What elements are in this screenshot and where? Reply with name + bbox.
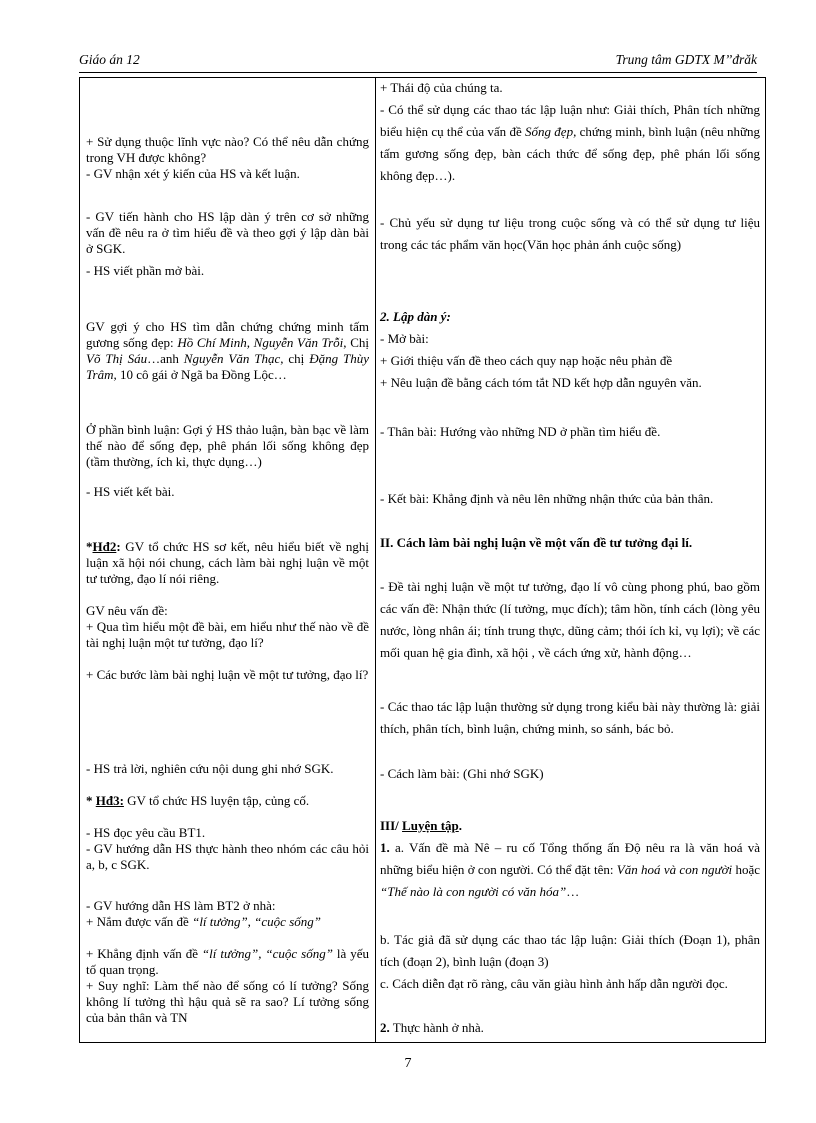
right-paragraph-3: - Chủ yếu sử dụng tư liệu trong cuộc sống và có thể sử dụng tư liệu trong các tác phẩm văn học(Văn học phản ánh cuộc sống) [380, 215, 760, 252]
left-paragraph-5: GV gợi ý cho HS tìm dẫn chứng chứng minh tấm gương sống đẹp: Hồ Chí Minh, Nguyễn Văn Trỗi, Chị Võ Thị Sáu…anh Nguyễn Văn Thạc, chị Đặng Thùy Trâm, 10 cô gái ở Ngã ba Đồng Lộc… [86, 319, 369, 382]
left-paragraph-6: Ở phần bình luận: Gợi ý HS thảo luận, bàn bạc về làm thế nào để sống đẹp, phê phán lối sống không đẹp (tầm thường, ích kỉ, thực dụng…) [86, 422, 369, 469]
left-paragraph-1: + Sử dụng thuộc lĩnh vực nào? Có thể nêu dẫn chứng trong VH được không? [86, 134, 369, 165]
left-paragraph-15: - GV hướng dẫn HS thực hành theo nhóm các câu hỏi a, b, c SGK. [86, 841, 369, 872]
right-paragraph-7: + Nêu luận đề bằng cách tóm tắt ND kết hợp dẫn nguyên văn. [380, 375, 702, 390]
header-left-text: Giáo án 12 [79, 52, 140, 67]
left-paragraph-3: - GV tiến hành cho HS lập dàn ý trên cơ sở những vấn đề nêu ra ở tìm hiểu đề và theo gợi ý lập dàn bài ở SGK. [86, 209, 369, 256]
right-paragraph-13: - Cách làm bài: (Ghi nhớ SGK) [380, 766, 544, 781]
section-heading-iii: III/ Luyện tập. [380, 818, 463, 833]
left-paragraph-4: - HS viết phần mở bài. [86, 263, 205, 278]
column-divider [375, 78, 376, 1042]
header-right-text: Trung tâm GDTX M’’đrăk [615, 52, 757, 67]
right-paragraph-18: 2. Thực hành ở nhà. [380, 1020, 484, 1035]
right-paragraph-16: b. Tác giả đã sử dụng các thao tác lập luận: Giải thích (Đoạn 1), phân tích (đoạn 2), bình luận (đoạn 3) [380, 932, 760, 969]
left-paragraph-12: - HS trả lời, nghiên cứu nội dung ghi nhớ SGK. [86, 761, 334, 776]
left-paragraph-13: * Hđ3: GV tổ chức HS luyện tập, củng cố. [86, 793, 310, 808]
left-paragraph-2: - GV nhận xét ý kiến của HS và kết luận. [86, 166, 300, 181]
right-paragraph-9: - Kết bài: Khẳng định và nêu lên những nhận thức của bản thân. [380, 491, 714, 506]
right-paragraph-5: - Mở bài: [380, 331, 429, 346]
left-paragraph-17: + Nắm được vấn đề “lí tưởng”, “cuộc sống” [86, 914, 321, 929]
section-heading-outline: 2. Lập dàn ý: [380, 309, 451, 324]
right-paragraph-1: + Thái độ của chúng ta. [380, 80, 503, 95]
left-paragraph-7: - HS viết kết bài. [86, 484, 175, 499]
right-paragraph-12: - Các thao tác lập luận thường sử dụng trong kiểu bài này thường là: giải thích, phân tích, bình luận, chứng minh, so sánh, bác bỏ. [380, 699, 760, 736]
left-paragraph-8: *Hđ2: GV tổ chức HS sơ kết, nêu hiểu biết về nghị luận xã hội nói chung, cách làm bài nghị luận về một tư tưởng, đạo lí nói riêng. [86, 539, 369, 586]
section-heading-ii: II. Cách làm bài nghị luận về một vấn đề tư tưởng đại lí. [380, 535, 693, 550]
right-paragraph-2: - Có thể sử dụng các thao tác lập luận như: Giải thích, Phân tích những biểu hiện cụ thể của vấn đề Sống đẹp, chứng minh, bình luận (nêu những tấm gương sống đẹp, bàn cách thức để sống đẹp, phê phán lối sống không đẹp…). [380, 102, 760, 183]
lesson-table [79, 77, 766, 1043]
left-paragraph-11: + Các bước làm bài nghị luận về một tư tưởng, đạo lí? [86, 667, 369, 682]
right-paragraph-6: + Giới thiệu vấn đề theo cách quy nạp hoặc nêu phản đề [380, 353, 673, 368]
left-paragraph-16: - GV hướng dẫn HS làm BT2 ở nhà: [86, 898, 276, 913]
right-paragraph-11: - Đề tài nghị luận về một tư tưởng, đạo lí vô cùng phong phú, bao gồm các vấn đề: Nhận thức (lí tưởng, mục đích); tâm hồn, tính cách (lòng yêu nước, lòng nhân ái; tính trung thực, dũng cảm; thói ích kỉ, vụ lợi); về các mối quan hệ gia đình, xã hội , về cách ứng xử, hành động… [380, 579, 760, 660]
page-number: 7 [404, 1056, 412, 1071]
right-paragraph-17: c. Cách diễn đạt rõ ràng, câu văn giàu hình ảnh hấp dẫn người đọc. [380, 976, 728, 991]
left-paragraph-9: GV nêu vấn đề: [86, 603, 168, 618]
left-paragraph-18: + Khẳng định vấn đề “lí tưởng”, “cuộc sống” là yếu tố quan trọng. [86, 946, 369, 977]
right-paragraph-8: - Thân bài: Hướng vào những ND ở phần tìm hiểu đề. [380, 424, 661, 439]
right-paragraph-15: 1. a. Vấn đề mà Nê – ru cố Tổng thống ấn Độ nêu ra là văn hoá và những biểu hiện ở con người. Có thể đặt tên: Văn hoá và con người hoặc “Thế nào là con người có văn hóa”… [380, 840, 761, 899]
page-header [79, 52, 757, 73]
left-paragraph-19: + Suy nghĩ: Làm thế nào để sống có lí tưởng? Sống không lí tưởng thì hậu quả sẽ ra sao? Lí tưởng sống của bản thân và TN [86, 978, 369, 1025]
left-paragraph-14: - HS đọc yêu cầu BT1. [86, 825, 206, 840]
left-paragraph-10: + Qua tìm hiểu một đề bài, em hiểu như thế nào về đề tài nghị luận một tư tưởng, đạo lí? [86, 619, 369, 650]
